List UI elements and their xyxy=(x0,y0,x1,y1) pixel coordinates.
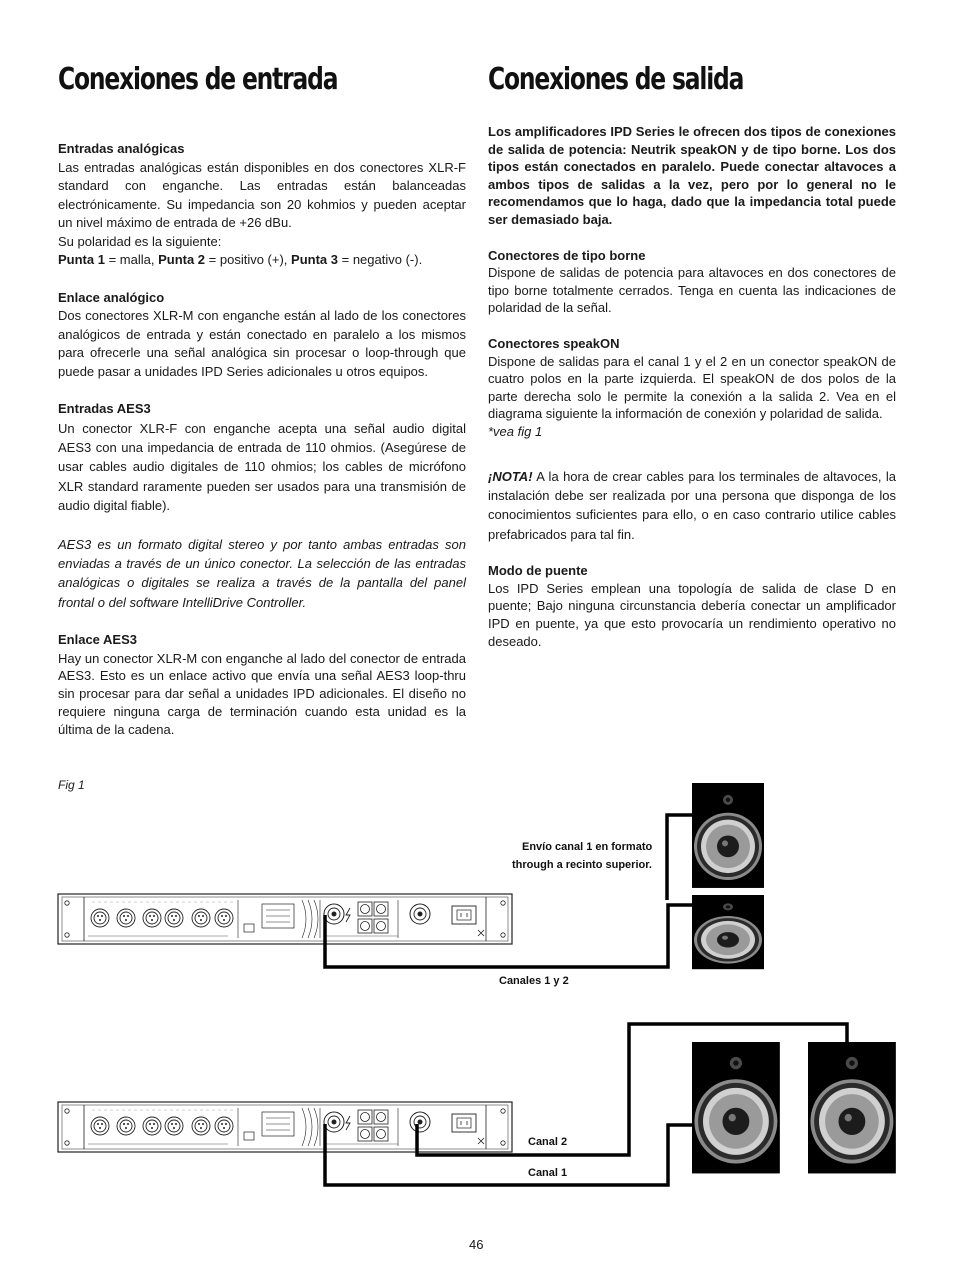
text-entradas-analogicas: Las entradas analógicas están disponibles en dos conectores XLR-F standard con enganche. Las entradas están balanceadas electrónicamente. Su impedancia son 20 kohmios y pueden aceptar un nivel máximo de entrada de +26 dBu. xyxy=(58,159,466,230)
heading-speakon: Conectores speakON xyxy=(488,335,620,351)
figure-caption: Fig 1 xyxy=(58,778,85,792)
heading-borne: Conectores de tipo borne xyxy=(488,247,646,263)
cable-through xyxy=(667,815,692,900)
text-enlace-analogico: Dos conectores XLR-M con enganche están al lado de los conectores analógicos de entrada y están conectado en paralelo a los mismos para ofrecerle una señal analógica sin procesar o loop-through que puede pasar a unidades IPD Series adicionales u otros equipos. xyxy=(58,308,466,379)
heading-puente: Modo de puente xyxy=(488,563,588,579)
text-puente: Los IPD Series emplean una topología de salida de clase D en puente; Bajo ninguna circunstancia debería conectar un amplificador IPD en puente, ya que esto provocaría un rendimiento operativo no deseado. xyxy=(488,580,896,649)
label-envio-line2: through a recinto superior. xyxy=(512,859,652,871)
punta2-text: = positivo (+), xyxy=(205,252,292,267)
text-vea-fig: *vea fig 1 xyxy=(488,423,543,439)
heading-enlace-analogico: Enlace analógico xyxy=(58,289,165,305)
amplifier-top xyxy=(58,894,512,944)
label-envio-line1: Envío canal 1 en formato xyxy=(522,841,653,853)
speaker-bottom-left xyxy=(692,1042,780,1173)
text-aes3-italic: AES3 es un formato digital stereo y por tanto ambas entradas son enviadas a través de un único conector. La selección de las entradas analógicas o digitales se realiza a través de la pantalla del panel frontal o del software IntelliDrive Controller. xyxy=(58,536,466,610)
punta3-label: Punta 3 xyxy=(291,252,338,267)
speaker-top-upper xyxy=(692,783,764,888)
text-enlace-aes3: Hay un conector XLR-M con enganche al lado del conector de entrada AES3. Esto es un enlace activo que envía una señal AES3 loop-thru sin procesar para dar señal a unidades IPD adicionales. El diseño no requiere ninguna carga de terminación cuando esta unidad es la última de la cadena. xyxy=(58,650,466,737)
text-polaridad: Su polaridad es la siguiente: xyxy=(58,233,222,249)
label-canales-1-2: Canales 1 y 2 xyxy=(499,975,569,987)
label-canal-2: Canal 2 xyxy=(528,1136,568,1148)
heading-entradas-analogicas: Entradas analógicas xyxy=(58,141,185,156)
text-speakon: Dispone de salidas para el canal 1 y el 2 en un conector speakON de cuatro polos en la parte izquierda. El speakON de dos polos de la parte derecha solo le permite la conexión a la salida 2. Vea en el diagrama siguiente la información de conexión y polaridad de salida. xyxy=(488,353,896,422)
heading-enlace-aes3: Enlace AES3 xyxy=(58,632,138,648)
page-number: 46 xyxy=(469,1237,484,1252)
punta1-label: Punta 1 xyxy=(58,252,105,267)
heading-entradas-aes3: Entradas AES3 xyxy=(58,401,151,416)
left-title: Conexiones de entrada xyxy=(58,62,338,97)
punta1-text: = malla, xyxy=(104,252,159,267)
nota-label: ¡NOTA! xyxy=(488,468,533,484)
intro-salida: Los amplificadores IPD Series le ofrecen dos tipos de conexiones de salida de potencia: Neutrik speakON y de tipo borne. Los dos tipos están conectados en paralelo. Puede conectar altavoces a ambos tipos de salidas a la vez, pero por lo general no le recomendamos que lo haga, dado que la impedancia total puede ser demasiado baja. xyxy=(488,124,896,227)
text-borne: Dispone de salidas de potencia para altavoces en dos conectores de tipo borne totalmente cerrados. Tenga en cuenta las indicaciones de polaridad de la señal. xyxy=(488,265,896,316)
right-title: Conexiones de salida xyxy=(488,62,744,97)
speaker-bottom-right xyxy=(808,1042,896,1173)
speaker-top-lower xyxy=(692,895,764,969)
label-canal-1: Canal 1 xyxy=(528,1167,568,1179)
text-entradas-aes3: Un conector XLR-F con enganche acepta una señal audio digital AES3 con una impedancia de entrada de 110 ohmios. (Asegúrese de usar cables audio digitales de 110 ohmios; los cables de micrófono XLR standard raramente pueden ser usados para una transmisión de audio digital fiable). xyxy=(58,420,466,514)
punta3-text: = negativo (-). xyxy=(338,252,423,267)
amplifier-bottom xyxy=(58,1102,512,1152)
nota-text: A la hora de crear cables para los terminales de altavoces, la instalación debe ser realizada por una persona que disponga de los conocimientos suficientes para ello, o en caso contrario utilice cables prefabricados para tal fin. xyxy=(488,468,896,542)
punta2-label: Punta 2 xyxy=(158,252,206,267)
